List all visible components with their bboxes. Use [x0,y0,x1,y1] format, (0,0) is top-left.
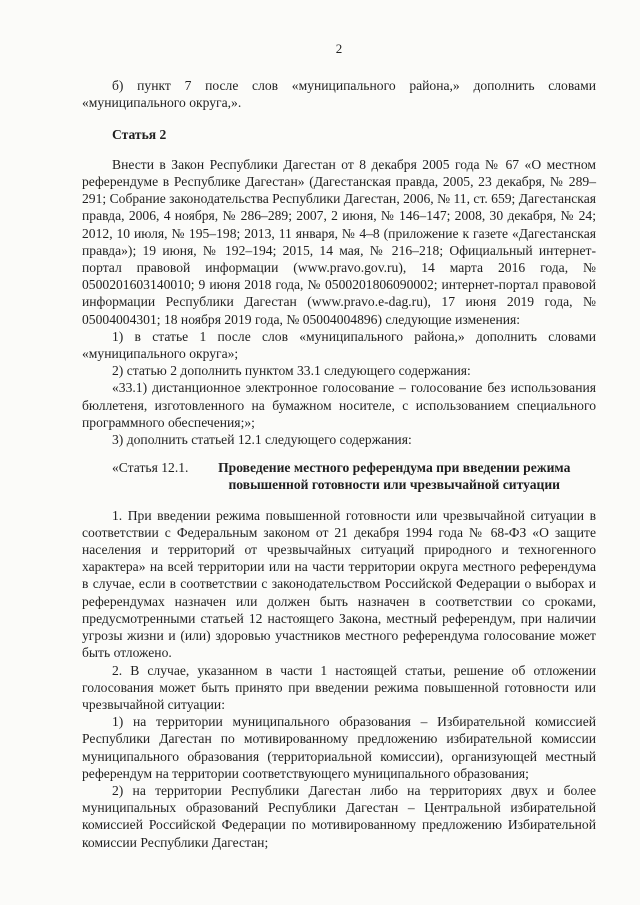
new-article-prefix: «Статья 12.1. [112,460,189,476]
change-item-3: «33.1) дистанционное электронное голосование – голосование без использования бюллетеня, изготовленного на бумажном носителе, с использованием специального программного обеспечения;»; [82,380,596,430]
article-heading: Статья 2 [112,126,167,142]
body-paragraph-3: 1) на территории муниципального образования – Избирательной комиссией Республики Дагестан по мотивированному предложению избирательной комиссии муниципального образования (территориальной комиссии), организующей местный референдум на территории соответствующего муниципального образования; [82,714,596,781]
body-paragraph-4: 2) на территории Республики Дагестан либо на территориях двух и более муниципальных образований Республики Дагестан – Центральной избирательной комиссией Российской Федерации по мотивированному предложению Избирательной комиссии Республики Дагестан; [82,782,596,850]
change-item-4: 3) дополнить статьей 12.1 следующего содержания: [112,432,412,448]
intro-paragraph: б) пункт 7 после слов «муниципального района,» дополнить словами «муниципального округа,». [82,78,596,111]
change-item-1: 1) в статье 1 после слов «муниципального района,» дополнить словами «муниципального округа»; [82,328,596,362]
change-item-2: 2) статью 2 дополнить пунктом 33.1 следующего содержания: [112,363,471,379]
new-article-title [82,459,596,493]
body-paragraph-2: 2. В случае, указанном в части 1 настоящей статьи, решение об отложении голосования может быть принято при введении режима повышенной готовности или чрезвычайной ситуации: [82,662,596,712]
new-article-heading: Проведение местного референдума при введении режима повышенной готовности или чрезвычайной ситуации [218,460,571,493]
main-paragraph: Внести в Закон Республики Дагестан от 8 декабря 2005 года № 67 «О местном референдуме в Республике Дагестан» (Дагестанская правда, 2005, 23 декабря, № 289–291; Собрание законодательства Республики Дагестан, 2006, № 11, ст. 659; Дагестанская правда, 2006, 4 ноября, № 286–289; 2007, 2 июня, № 146–147; 2008, 30 декабря, № 24; 2012, 10 июля, № 195–198; 2013, 11 января, № 4–8 (приложение к газете «Дагестанская правда»); 19 июня, № 192–194; 2015, 14 мая, № 216–218; Официальный интернет-портал правовой информации (www.pravo.gov.ru), 14 марта 2016 года, № 0500201603140010; 9 июня 2018 года, № 0500201806090002; интернет-портал правовой информации Республики Дагестан (www.pravo.e-dag.ru), 17 июня 2019 года, № 05004004301; 18 ноября 2019 года, № 05004004896) следующие изменения: [82,156,596,327]
body-paragraph-1: 1. При введении режима повышенной готовности или чрезвычайной ситуации в соответствии с Федеральным законом от 21 декабря 1994 года № 68-ФЗ «О защите населения и территорий от чрезвычайных ситуаций природного и техногенного характера» на всей территории или на части территории округа местного референдума в случае, если в соответствии с законодательством Российской Федерации о выборах и референдумах назначен или должен быть назначен в соответствии со сроками, предусмотренными статьей 12 настоящего Закона, местный референдум, при наличии угрозы жизни и (или) здоровью участников местного референдума голосование может быть отложено. [82,507,596,661]
page-number: 2 [335,41,343,56]
